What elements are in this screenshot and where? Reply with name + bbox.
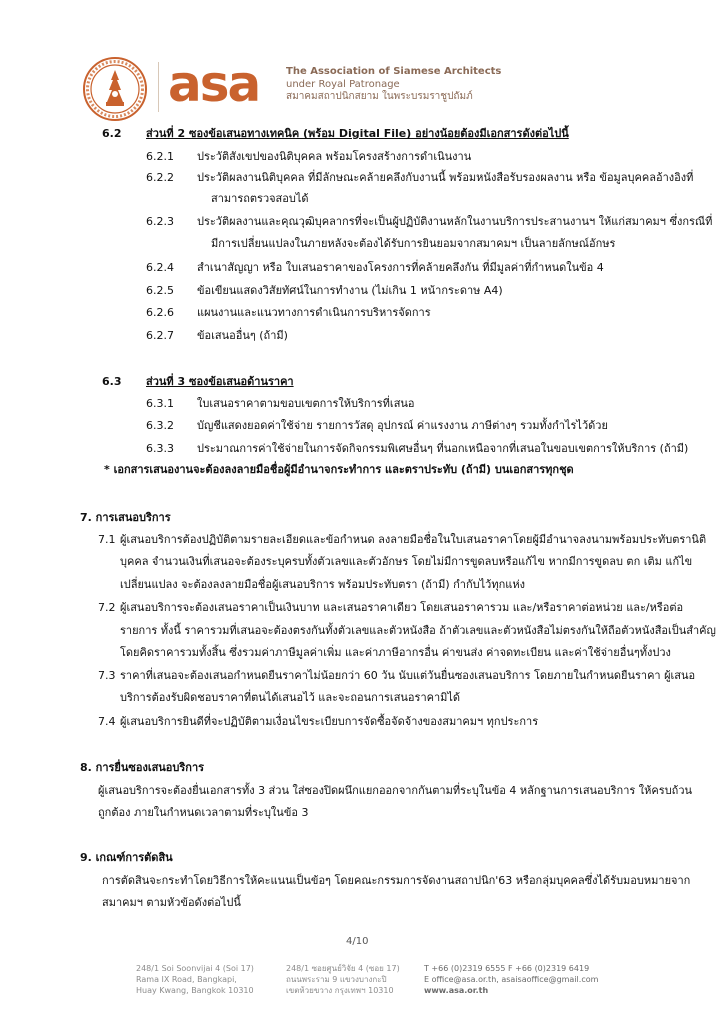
section-7-title: 7. การเสนอบริการ — [80, 511, 171, 524]
header — [0, 0, 724, 120]
item-6-3-1-number: 6.3.1 — [146, 397, 174, 410]
section-9-title: 9. เกณฑ์การตัดสิน — [80, 851, 173, 864]
item-6-2-6-number: 6.2.6 — [146, 306, 174, 319]
item-6-3-1-text: ใบเสนอราคาตามขอบเขตการให้บริการที่เสนอ — [197, 397, 415, 410]
item-6-2-3-number: 6.2.3 — [146, 215, 174, 228]
footer-address-th-2: ถนนพระราม 9 แขวงบางกะปิ — [286, 975, 387, 984]
section-8-line-2: ถูกต้อง ภายในกำหนดเวลาตามที่ระบุในข้อ 3 — [98, 806, 309, 819]
item-6-2-5-number: 6.2.5 — [146, 284, 174, 297]
page-number: 4/10 — [346, 936, 369, 947]
signature-note: * เอกสารเสนองานจะต้องลงลายมือชื่อผู้มีอำนาจกระทำการ และตราประทับ (ถ้ามี) บนเอกสารทุกชุด — [104, 463, 574, 476]
item-7-2-number: 7.2 — [98, 601, 116, 614]
item-6-3-3-number: 6.3.3 — [146, 442, 174, 455]
section-6-3-number: 6.3 — [102, 375, 122, 388]
item-6-3-2-number: 6.3.2 — [146, 419, 174, 432]
item-6-2-7-number: 6.2.7 — [146, 329, 174, 342]
item-7-4-line-1: ผู้เสนอบริการยินดีที่จะปฏิบัติตามเงื่อนไขระเบียบการจัดซื้อจัดจ้างของสมาคมฯ ทุกประการ — [120, 715, 539, 728]
section-9-line-1: การตัดสินจะกระทำโดยวิธีการให้คะแนนเป็นข้อๆ โดยคณะกรรมการจัดงานสถาปนิก'63 หรือกลุ่มบุคคลซึ่งได้รับมอบหมายจาก — [102, 874, 691, 887]
item-7-3-line-1: ราคาที่เสนอจะต้องเสนอกำหนดยืนราคาไม่น้อยกว่า 60 วัน นับแต่วันยื่นซองเสนอบริการ โดยภายในกำหนดยืนราคา ผู้เสนอ — [120, 669, 696, 682]
section-6-2-number: 6.2 — [102, 127, 122, 140]
item-7-2-line-3: โดยคิดราคารวมทั้งสิ้น ซึ่งรวมค่าภาษีมูลค่าเพิ่ม และค่าภาษีอากรอื่น ค่าขนส่ง ค่าจดทะเบียน และค่าใช้จ่ายอื่นๆทั้งปวง — [120, 646, 671, 659]
footer-phone: T +66 (0)2319 6555 F +66 (0)2319 6419 — [424, 964, 590, 973]
footer-address-en-1: 248/1 Soi Soonvijai 4 (Soi 17) — [136, 964, 254, 973]
asa-logo: asa — [168, 55, 260, 113]
item-7-1-number: 7.1 — [98, 533, 116, 546]
item-7-2-line-2: รายการ ทั้งนี้ ราคารวมที่เสนอจะต้องตรงกันทั้งตัวเลขและตัวหนังสือ ถ้าตัวเลขและตัวหนังสือไม่ตรงกันให้ถือตัวหนังสือเป็นสำคัญ — [120, 624, 716, 637]
section-9-line-2: สมาคมฯ ตามหัวข้อดังต่อไปนี้ — [102, 896, 241, 909]
item-6-2-2-number: 6.2.2 — [146, 171, 174, 184]
item-6-2-3-text-cont: มีการเปลี่ยนแปลงในภายหลังจะต้องได้รับการยินยอมจากสมาคมฯ เป็นลายลักษณ์อักษร — [211, 237, 616, 250]
section-6-2-title: ส่วนที่ 2 ซองข้อเสนอทางเทคนิค (พร้อม Digital File) อย่างน้อยต้องมีเอกสารดังต่อไปนี้ — [146, 127, 569, 140]
item-6-3-3-text: ประมาณการค่าใช้จ่ายในการจัดกิจกรรมพิเศษอื่นๆ ที่นอกเหนือจากที่เสนอในขอบเขตการให้บริการ (ถ้ามี) — [197, 442, 689, 455]
section-8-title: 8. การยื่นซองเสนอบริการ — [80, 761, 205, 774]
item-6-2-6-text: แผนงานและแนวทางการดำเนินการบริหารจัดการ — [197, 306, 431, 319]
footer-address-th-3: เขตห้วยขวาง กรุงเทพฯ 10310 — [286, 986, 394, 995]
item-7-4-number: 7.4 — [98, 715, 116, 728]
item-6-2-4-text: สำเนาสัญญา หรือ ใบเสนอราคาของโครงการที่คล้ายคลึงกัน ที่มีมูลค่าที่กำหนดในข้อ 4 — [197, 261, 604, 274]
item-6-2-1-text: ประวัติสังเขปของนิติบุคคล พร้อมโครงสร้างการดำเนินงาน — [197, 150, 472, 163]
item-6-3-2-text: บัญชีแสดงยอดค่าใช้จ่าย รายการวัสดุ อุปกรณ์ ค่าแรงงาน ภาษีต่างๆ รวมทั้งกำไรไว้ด้วย — [197, 419, 608, 432]
footer-website-link[interactable]: www.asa.or.th — [424, 986, 489, 995]
org-name-th: สมาคมสถาปนิกสยาม ในพระบรมราชูปถัมภ์ — [286, 91, 473, 102]
item-7-2-line-1: ผู้เสนอบริการจะต้องเสนอราคาเป็นเงินบาท และเสนอราคาเดียว โดยเสนอราคารวม และ/หรือราคาต่อหน่วย และ/หรือต่อ — [120, 601, 684, 614]
footer-address-th-1: 248/1 ซอยศูนย์วิจัย 4 (ซอย 17) — [286, 964, 400, 973]
item-7-3-line-2: บริการต้องรับผิดชอบราคาที่ตนได้เสนอไว้ และจะถอนการเสนอราคามิได้ — [120, 691, 461, 704]
section-8-line-1: ผู้เสนอบริการจะต้องยื่นเอกสารทั้ง 3 ส่วน ใส่ซองปิดผนึกแยกออกจากกันตามที่ระบุในข้อ 4 หลักฐานการเสนอบริการ ให้ครบถ้วน — [98, 784, 693, 797]
item-6-2-2-text: ประวัติผลงานนิติบุคคล ที่มีลักษณะคล้ายคลึงกับงานนี้ พร้อมหนังสือรับรองผลงาน หรือ ข้อมูลบุคคลอ้างอิงที่ — [197, 171, 694, 184]
footer-email[interactable]: E office@asa.or.th, asaisaoffice@gmail.com — [424, 975, 599, 984]
item-6-2-1-number: 6.2.1 — [146, 150, 174, 163]
item-6-2-2-text-cont: สามารถตรวจสอบได้ — [211, 192, 309, 205]
item-6-2-7-text: ข้อเสนออื่นๆ (ถ้ามี) — [197, 329, 288, 342]
footer-address-en-3: Huay Kwang, Bangkok 10310 — [136, 986, 254, 995]
item-7-1-line-1: ผู้เสนอบริการต้องปฏิบัติตามรายละเอียดและข้อกำหนด ลงลายมือชื่อในใบเสนอราคาโดยผู้มีอำนาจลงนามพร้อมประทับตรานิติ — [120, 533, 707, 546]
item-7-1-line-2: บุคคล จำนวนเงินที่เสนอจะต้องระบุครบทั้งตัวเลขและตัวอักษร โดยไม่มีการขูดลบหรือแก้ไข หากมีการขูดลบ ตก เติม แก้ไข — [120, 555, 693, 568]
item-6-2-4-number: 6.2.4 — [146, 261, 174, 274]
item-6-2-5-text: ข้อเขียนแสดงวิสัยทัศน์ในการทำงาน (ไม่เกิน 1 หน้ากระดาษ A4) — [197, 284, 503, 297]
item-6-2-3-text: ประวัติผลงานและคุณวุฒิบุคลากรที่จะเป็นผู้ปฏิบัติงานหลักในงานบริการประสานงานฯ ให้แก่สมาคมฯ ซึ่งกรณีที่ — [197, 215, 713, 228]
item-7-1-line-3: เปลี่ยนแปลง จะต้องลงลายมือชื่อผู้เสนอบริการ พร้อมประทับตรา (ถ้ามี) กำกับไว้ทุกแห่ง — [120, 578, 525, 591]
org-name-en: The Association of Siamese Architects — [286, 66, 502, 77]
footer — [0, 960, 724, 1010]
asa-seal-icon — [82, 56, 148, 122]
item-7-3-number: 7.3 — [98, 669, 116, 682]
org-subtitle-en: under Royal Patronage — [286, 79, 400, 90]
section-6-3-title: ส่วนที่ 3 ซองข้อเสนอด้านราคา — [146, 375, 294, 388]
header-divider — [158, 62, 159, 112]
footer-address-en-2: Rama IX Road, Bangkapi, — [136, 975, 237, 984]
